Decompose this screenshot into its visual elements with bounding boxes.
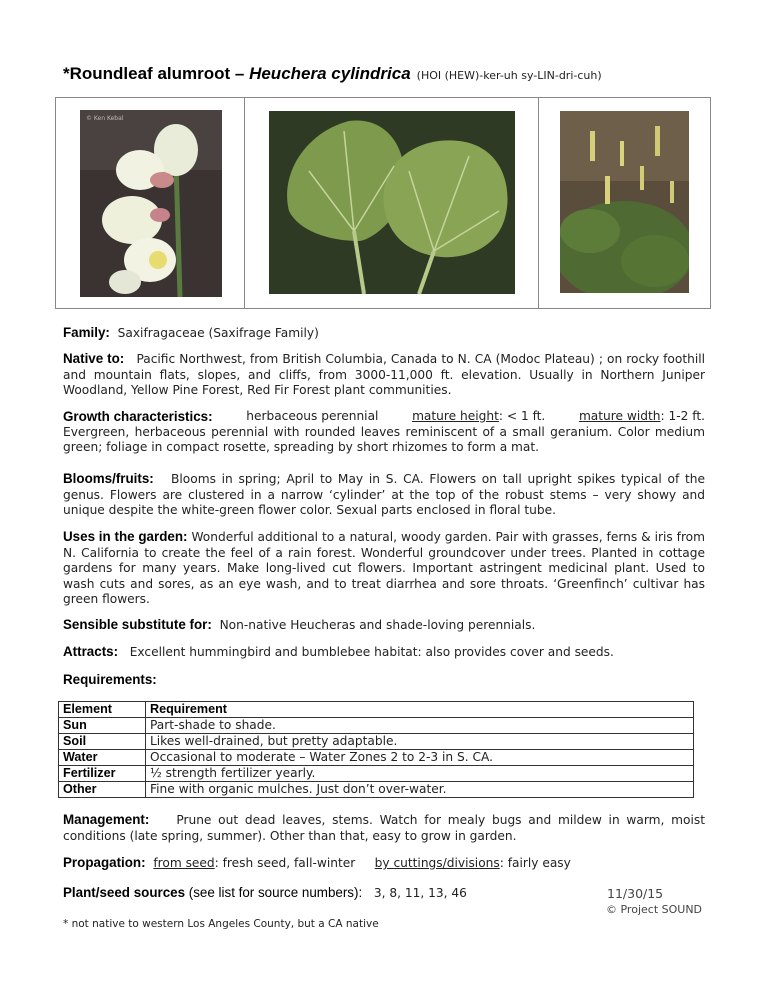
flower-closeup-photo (80, 110, 222, 297)
growth-habit: herbaceous perennial (246, 409, 379, 423)
native-value: Pacific Northwest, from British Columbia, Canada to N. CA (Modoc Plateau) ; on rocky foothill and mountain flats, slopes, and cliffs, from 3000-11,000 ft. elevation. Usually in Northern Juniper Woodland, Yellow Pine Forest, Red Fir Forest plant communities. (63, 352, 705, 398)
blooms-value: Blooms in spring; April to May in S. CA. Flowers on tall upright spikes typical of the genus. Flowers are clustered in a narrow ‘cylinder’ at the top of the robust stems – very showy and unique despite the white-green flower color. Sexual parts enclosed in floral tube. (63, 472, 705, 518)
attracts-label: Attracts: (63, 644, 119, 659)
native-label: Native to: (63, 351, 125, 366)
propagation-label: Propagation: (63, 855, 146, 870)
table-row (59, 782, 694, 798)
requirements-heading: Requirements: (63, 672, 157, 687)
native-section (63, 351, 705, 399)
scientific-name: Heuchera cylindrica (249, 64, 411, 83)
document-date: 11/30/15 (607, 886, 664, 901)
photo-cell-habitat (539, 98, 710, 308)
sources-section (63, 885, 583, 902)
propagation-section (63, 855, 705, 872)
blooms-label: Blooms/fruits: (63, 471, 154, 486)
title-dash: – (230, 64, 250, 83)
uses-value: Wonderful additional to a natural, woody garden. Pair with grasses, ferns & iris from N. California to create the feel of a rain forest. Wonderful groundcover under trees. Planted in cottage gardens for many years. Make long-lived cut flowers. Important astringent medicinal plant. Used to wash cuts and sores, as an eye wash, and to treat diarrhea and sore throats. ‘Greenfinch’ cultivar has green flowers. (63, 530, 706, 607)
table-row (59, 766, 694, 782)
family-label: Family: (63, 325, 110, 340)
management-value: Prune out dead leaves, stems. Watch for mealy bugs and mildew in warm, moist conditions (late spring, summer). Other than that, easy to grow in garden. (63, 813, 705, 843)
management-section (63, 812, 705, 844)
photo-cell-flowers (56, 98, 245, 308)
table-row (59, 718, 694, 734)
seed-label: from seed (153, 856, 215, 870)
row-element: Sun (59, 718, 146, 734)
photo-credit: © Ken Kebal (86, 115, 124, 122)
row-element: Water (59, 750, 146, 766)
sources-numbers: 3, 8, 11, 13, 46 (373, 886, 467, 900)
requirements-table (58, 701, 694, 798)
seed-value: : fresh seed, fall-winter (214, 856, 356, 870)
table-header-row (59, 702, 694, 718)
habitat-photo (560, 111, 689, 293)
mature-height: mature height: < 1 ft. (412, 409, 546, 423)
table-row (59, 734, 694, 750)
uses-section (63, 529, 705, 608)
photo-cell-leaves (245, 98, 539, 308)
substitute-label: Sensible substitute for: (63, 617, 212, 632)
attracts-value: Excellent hummingbird and bumblebee habitat: also provides cover and seeds. (129, 645, 614, 659)
blooms-section (63, 471, 705, 519)
growth-description: Evergreen, herbaceous perennial with rounded leaves reminiscent of a small geranium. Color medium green; foliage in compact rosette, spreading by short rhizomes to form a mat. (63, 424, 705, 455)
row-element: Other (59, 782, 146, 798)
row-value: Occasional to moderate – Water Zones 2 to 2-3 in S. CA. (146, 750, 694, 766)
page-title (63, 64, 602, 84)
substitute-section (63, 617, 705, 634)
table-row (59, 750, 694, 766)
header-element: Element (59, 702, 146, 718)
photo-strip (55, 97, 711, 309)
growth-section (63, 409, 705, 456)
uses-label: Uses in the garden: (63, 529, 188, 544)
cuttings-value: : fairly easy (499, 856, 571, 870)
footnote: * not native to western Los Angeles County, but a CA native (63, 918, 379, 930)
management-label: Management: (63, 812, 150, 827)
row-value: ½ strength fertilizer yearly. (146, 766, 694, 782)
row-element: Fertilizer (59, 766, 146, 782)
pronunciation: (HOI (HEW)-ker-uh sy-LIN-dri-cuh) (416, 69, 602, 82)
substitute-value: Non-native Heucheras and shade-loving perennials. (219, 618, 536, 632)
row-value: Fine with organic mulches. Just don’t over-water. (146, 782, 694, 798)
family-section (63, 325, 705, 342)
growth-first-line (63, 409, 705, 425)
copyright: © Project SOUND (606, 903, 703, 916)
row-value: Likes well-drained, but pretty adaptable. (146, 734, 694, 750)
growth-label: Growth characteristics: (63, 409, 213, 424)
cuttings-label: by cuttings/divisions (374, 856, 500, 870)
sources-label: Plant/seed sources (63, 885, 186, 900)
family-value: Saxifragaceae (Saxifrage Family) (117, 326, 319, 340)
header-requirement: Requirement (146, 702, 694, 718)
row-element: Soil (59, 734, 146, 750)
leaves-photo (269, 111, 515, 294)
mature-width: mature width: 1-2 ft. (578, 409, 705, 423)
row-value: Part-shade to shade. (146, 718, 694, 734)
sources-note: (see list for source numbers): (185, 885, 363, 900)
attracts-section (63, 644, 705, 661)
common-name: *Roundleaf alumroot (63, 64, 231, 83)
